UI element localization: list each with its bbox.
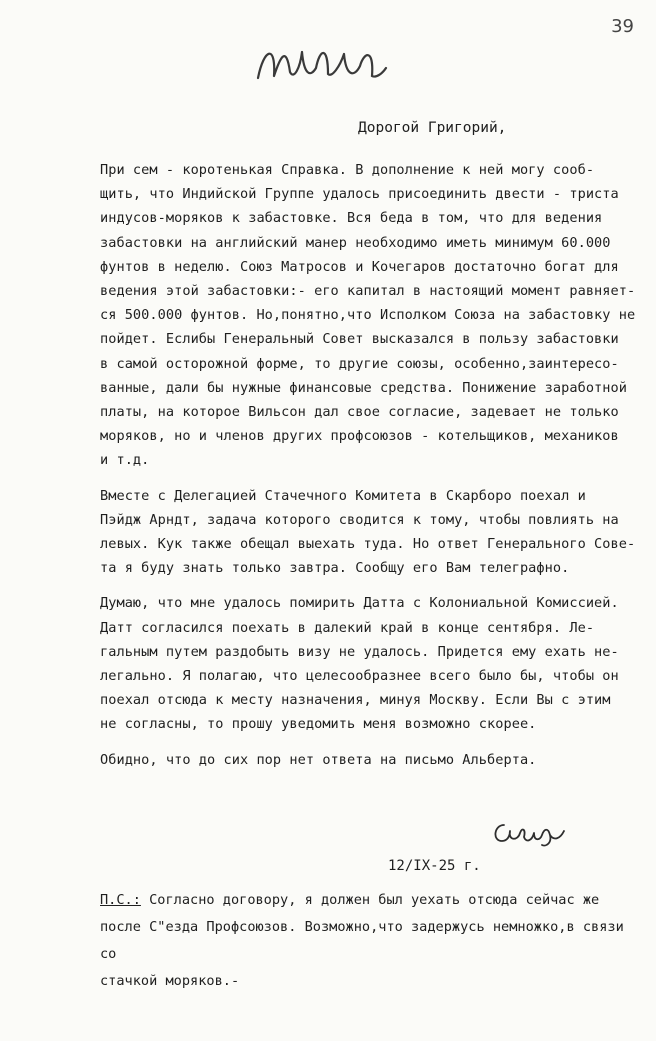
- postscript: [100, 887, 645, 995]
- paragraph-albert-letter: Обидно, что до сих пор нет ответа на письмо Альберта.: [100, 751, 537, 768]
- handwritten-signature: [488, 815, 578, 849]
- letter-body: [100, 158, 640, 783]
- greeting: Дорогой Григорий,: [358, 120, 507, 136]
- paragraph-delegation: Вместе с Делегацией Стачечного Комитета в Скарборо поехал и Пэйдж Арндт, задача которого сводится к тому, чтобы повлиять на левых. Кук также обещал выехать туда. Но ответ Генерального Сове- та я буду знать только завтра. Сообщу его Вам телеграфно.: [100, 487, 636, 577]
- paragraph-datt: Думаю, что мне удалось помирить Датта с Колониальной Комиссией. Датт согласился поехать в далекий край в конце сентября. Ле- гальным путем раздобыть визу не удалось. Придется ему ехать не- легально. Я полагаю, что целесообразнее всего было бы, чтобы он поехал отсюда к месту назначения, минуя Москву. Если Вы с этим не согласны, то прошу уведомить меня возможно скорее.: [100, 595, 619, 733]
- handwritten-scribble: [250, 38, 390, 88]
- postscript-text: Согласно договору, я должен был уехать отсюда сейчас же после С"езда Профсоюзов. Возможно,что задержусь немножко,в связи со стачкой моряков.-: [100, 892, 624, 989]
- letter-date: 12/IX-25 г.: [388, 858, 481, 874]
- page-number: 39: [611, 16, 634, 37]
- paragraph-strike-funds: При сем - коротенькая Справка. В дополнение к ней могу сооб- щить, что Индийской Группе удалось присоединить двести - триста индусов-моряков к забастовке. Вся беда в том, что для ведения забастовки на английский манер необходимо иметь минимум 60.000 фунтов в неделю. Союз Матросов и Кочегаров достаточно богат для ведения этой забастовки:- его капитал в настоящий момент равняет- ся 500.000 фунтов. Но,понятно,что Исполком Союза на забастовку не пойдет. Еслибы Генеральный Совет высказался в пользу забастовки в самой осторожной форме, то другие союзы, особенно,заинтересо- ванные, дали бы нужные финансовые средства. Понижение заработной платы, на которое Вильсон дал свое согласие, задевает не только моряков, но и членов других профсоюзов - котельщиков, механиков и т.д.: [100, 162, 636, 469]
- postscript-label: П.С.:: [100, 892, 141, 908]
